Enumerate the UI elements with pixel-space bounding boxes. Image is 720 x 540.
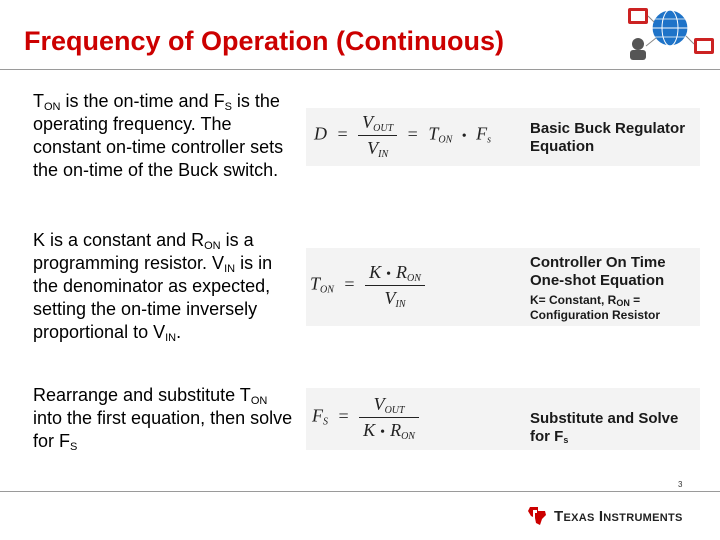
page-number: 3 bbox=[678, 480, 683, 489]
network-logo-icon bbox=[624, 2, 720, 66]
caption-line: Controller On Time bbox=[530, 254, 666, 271]
paragraph-ton-fs bbox=[33, 90, 295, 182]
eq-subscript: ON bbox=[401, 431, 415, 442]
eq-fraction bbox=[358, 112, 397, 159]
eq-subscript: IN bbox=[395, 299, 406, 310]
subscript: S bbox=[70, 441, 78, 453]
eq-symbol: V bbox=[367, 138, 379, 158]
eq-operator: • bbox=[461, 128, 467, 144]
caption-line: Basic Buck Regulator bbox=[530, 120, 686, 137]
ti-state-icon bbox=[526, 505, 548, 527]
eq-subscript: ON bbox=[438, 134, 453, 146]
text-run: K is a constant and R bbox=[33, 230, 205, 250]
caption-line: Equation bbox=[530, 138, 595, 155]
paragraph-rearrange bbox=[33, 384, 295, 453]
ti-word: NSTRUMENTS bbox=[603, 511, 683, 524]
eq-symbol: T bbox=[310, 273, 321, 294]
subscript: ON bbox=[44, 101, 61, 113]
caption-run: K= Constant, R bbox=[530, 293, 617, 307]
subscript: IN bbox=[224, 263, 236, 275]
eq-subscript: ON bbox=[407, 273, 421, 284]
subscript: IN bbox=[165, 332, 177, 344]
caption-basic-buck bbox=[530, 120, 685, 156]
caption-line: Configuration Resistor bbox=[530, 308, 661, 322]
caption-on-time bbox=[530, 254, 666, 290]
eq-operator: = bbox=[407, 123, 418, 144]
eq-fraction bbox=[365, 262, 425, 309]
texas-instruments-logo bbox=[526, 505, 683, 527]
eq-symbol: K bbox=[363, 420, 376, 440]
eq-operator: = bbox=[344, 273, 355, 294]
text-run: T bbox=[33, 91, 44, 111]
paragraph-k-ron bbox=[33, 229, 295, 344]
eq-operator: • bbox=[380, 425, 386, 440]
eq-symbol: T bbox=[428, 123, 439, 144]
text-run: into the first equation, then solve for F bbox=[33, 408, 293, 451]
eq-subscript: S bbox=[323, 416, 328, 428]
subscript: ON bbox=[204, 240, 221, 252]
ti-word: EXAS bbox=[563, 511, 595, 524]
eq-symbol: R bbox=[396, 262, 407, 282]
eq-operator: • bbox=[386, 267, 391, 282]
text-run: is the on-time and F bbox=[60, 91, 225, 111]
eq-fraction bbox=[359, 394, 419, 441]
eq-operator: = bbox=[337, 123, 348, 144]
eq-subscript: OUT bbox=[373, 123, 394, 134]
subscript: ON bbox=[250, 395, 268, 407]
text-run: . bbox=[176, 322, 182, 342]
text-run: Rearrange and substitute T bbox=[33, 385, 251, 405]
caption-line: One-shot Equation bbox=[530, 272, 665, 289]
equation-switching-frequency bbox=[312, 394, 419, 441]
ti-letter: T bbox=[554, 507, 564, 525]
caption-subscript: ON bbox=[616, 298, 630, 308]
eq-operator: = bbox=[338, 405, 349, 426]
text-run: is in the denominator as expected, setting the on-time inversely proportional to V bbox=[33, 253, 273, 342]
ti-letter: I bbox=[598, 507, 604, 525]
subscript: S bbox=[224, 101, 232, 113]
equation-on-time bbox=[310, 262, 425, 309]
text-run: is the operating frequency. The constant on-time controller sets the on-time of the Buck switch. bbox=[33, 91, 284, 180]
text-run: is a programming resistor. V bbox=[33, 230, 254, 273]
title-divider bbox=[0, 69, 720, 70]
caption-k-constant bbox=[530, 293, 660, 323]
caption-subscript: s bbox=[563, 435, 569, 445]
eq-subscript: s bbox=[487, 134, 492, 146]
caption-run: = bbox=[629, 293, 641, 307]
eq-symbol: V bbox=[373, 394, 385, 414]
eq-symbol: D bbox=[314, 123, 327, 144]
caption-line: Substitute and Solve bbox=[530, 410, 679, 427]
equation-duty-cycle bbox=[314, 112, 491, 159]
eq-symbol: K bbox=[369, 262, 382, 282]
caption-substitute-solve bbox=[530, 410, 678, 446]
eq-symbol: R bbox=[390, 420, 402, 440]
eq-symbol: V bbox=[384, 288, 396, 308]
eq-subscript: IN bbox=[378, 149, 389, 160]
eq-symbol: V bbox=[362, 112, 374, 132]
eq-subscript: ON bbox=[320, 284, 334, 296]
caption-run: for F bbox=[530, 428, 564, 445]
eq-symbol: F bbox=[312, 405, 323, 426]
eq-symbol: F bbox=[476, 123, 488, 144]
slide-title: Frequency of Operation (Continuous) bbox=[24, 26, 504, 56]
eq-subscript: OUT bbox=[384, 405, 405, 416]
ti-wordmark bbox=[554, 508, 683, 525]
